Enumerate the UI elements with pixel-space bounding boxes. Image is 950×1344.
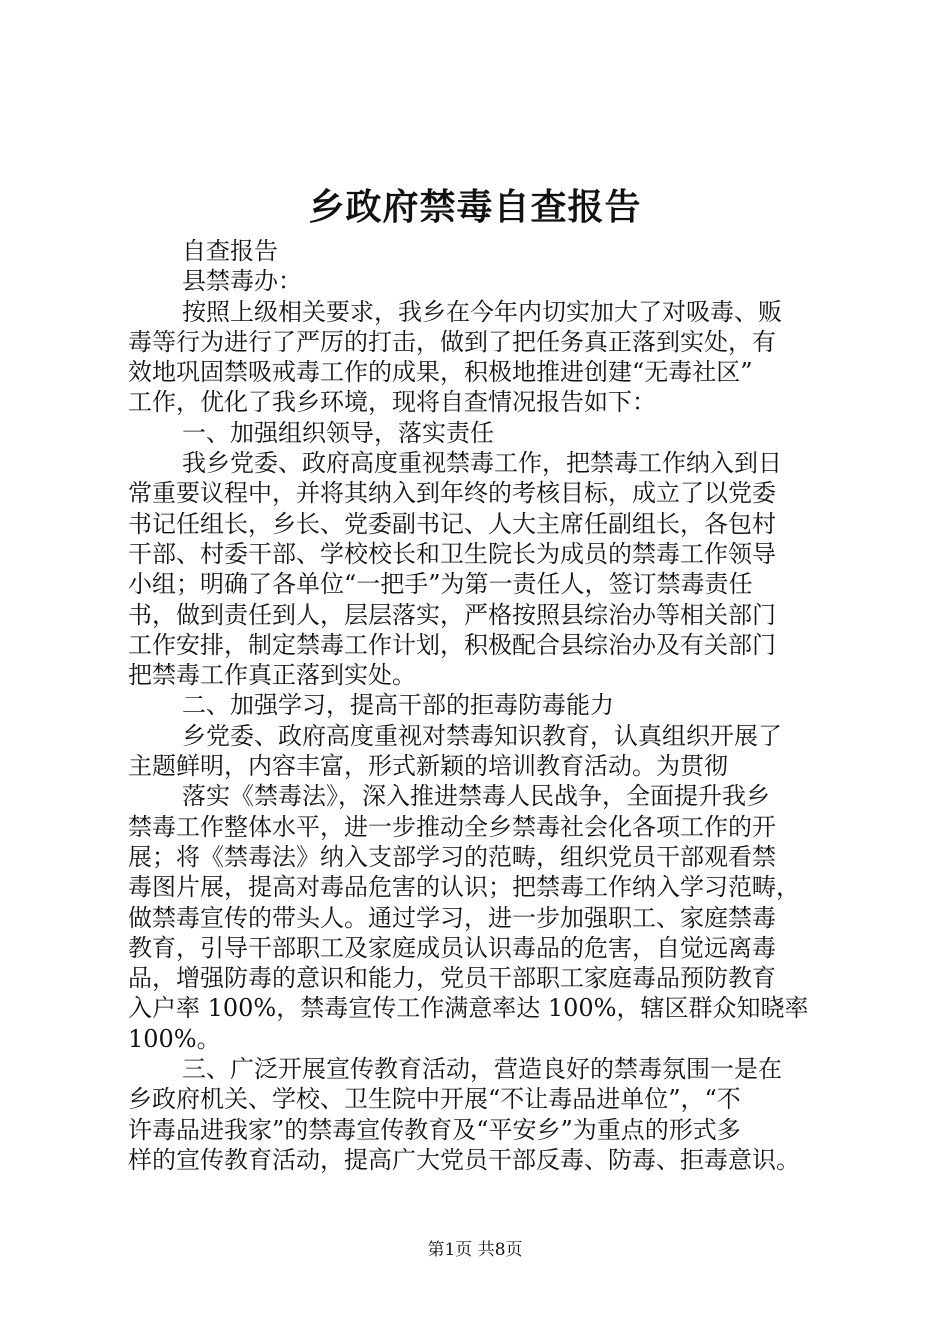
document-title: 乡政府禁毒自查报告 <box>308 186 642 228</box>
text-line: 做禁毒宣传的带头人。通过学习，进一步加强职工、家庭禁毒 <box>128 903 776 932</box>
text-line: 工作，优化了我乡环境，现将自查情况报告如下： <box>128 388 656 417</box>
document-body <box>128 236 838 1175</box>
text-line: 小组；明确了各单位“一把手”为第一责任人，签订禁毒责任 <box>128 570 753 599</box>
text-line: 二、加强学习，提高干部的拒毒防毒能力 <box>182 691 614 720</box>
text-line: 工作安排，制定禁毒工作计划，积极配合县综治办及有关部门 <box>128 630 776 659</box>
text-line: 把禁毒工作真正落到实处。 <box>128 661 416 690</box>
text-line: 落实《禁毒法》，深入推进禁毒人民战争，全面提升我乡 <box>182 782 770 811</box>
text-line: 教育，引导干部职工及家庭成员认识毒品的危害，自觉远离毒 <box>128 933 776 962</box>
text-line: 100%。 <box>128 1024 221 1053</box>
text-line: 入户率 100%，禁毒宣传工作满意率达 100%，辖区群众知晓率 <box>128 994 809 1023</box>
text-line: 按照上级相关要求，我乡在今年内切实加大了对吸毒、贩 <box>182 297 782 326</box>
text-line: 县禁毒办： <box>182 267 302 296</box>
text-line: 干部、村委干部、学校校长和卫生院长为成员的禁毒工作领导 <box>128 539 776 568</box>
text-line: 一、加强组织领导，落实责任 <box>182 418 494 447</box>
text-line: 自查报告 <box>182 237 278 265</box>
text-line: 效地巩固禁吸戒毒工作的成果，积极地推进创建“无毒社区” <box>128 358 753 387</box>
text-line: 我乡党委、政府高度重视禁毒工作，把禁毒工作纳入到日 <box>182 449 782 478</box>
text-line: 禁毒工作整体水平，进一步推动全乡禁毒社会化各项工作的开 <box>128 812 776 841</box>
text-line: 乡党委、政府高度重视对禁毒知识教育，认真组织开展了 <box>182 721 782 750</box>
text-line: 书，做到责任到人，层层落实，严格按照县综治办等相关部门 <box>128 600 776 629</box>
text-line: 乡政府机关、学校、卫生院中开展“不让毒品进单位”，“不 <box>128 1085 741 1114</box>
text-line: 毒等行为进行了严厉的打击，做到了把任务真正落到实处，有 <box>128 327 776 356</box>
text-line: 主题鲜明，内容丰富，形式新颖的培训教育活动。为贯彻 <box>128 752 728 781</box>
text-line: 书记任组长，乡长、党委副书记、人大主席任副组长，各包村 <box>128 509 776 538</box>
text-line: 品，增强防毒的意识和能力，党员干部职工家庭毒品预防教育 <box>128 964 776 993</box>
text-line: 许毒品进我家”的禁毒宣传教育及“平安乡”为重点的形式多 <box>128 1115 741 1144</box>
page-footer: 第1页 共8页 <box>427 1240 523 1260</box>
text-line: 三、广泛开展宣传教育活动，营造良好的禁毒氛围一是在 <box>182 1055 782 1084</box>
text-line: 样的宣传教育活动，提高广大党员干部反毒、防毒、拒毒意识。 <box>128 1145 800 1174</box>
text-line: 展；将《禁毒法》纳入支部学习的范畴，组织党员干部观看禁 <box>128 842 776 871</box>
text-line: 常重要议程中，并将其纳入到年终的考核目标，成立了以党委 <box>128 479 776 508</box>
text-line: 毒图片展，提高对毒品危害的认识；把禁毒工作纳入学习范畴， <box>128 873 800 902</box>
